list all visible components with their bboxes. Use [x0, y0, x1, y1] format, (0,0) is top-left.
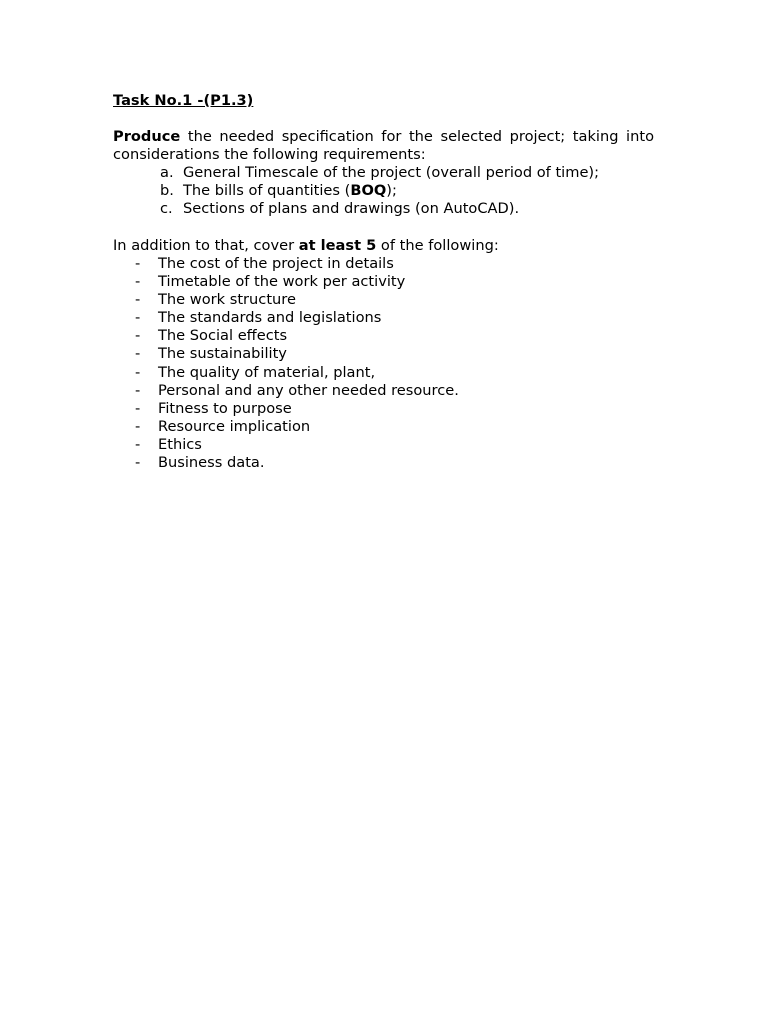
list-item-text: Resource implication — [158, 417, 311, 435]
requirement-text: Sections of plans and drawings (on AutoCAD). — [183, 200, 520, 217]
requirement-bold-term: BOQ — [350, 182, 387, 199]
list-item-text: The cost of the project in details — [158, 255, 394, 272]
intro-paragraph — [113, 128, 654, 164]
addition-text-after: of the following: — [376, 237, 499, 254]
dash-marker: - — [135, 399, 141, 417]
requirement-text-after: ); — [386, 182, 397, 199]
dash-marker: - — [135, 327, 141, 345]
requirement-marker: a. — [160, 164, 174, 181]
list-item-text: The work structure — [158, 291, 296, 309]
list-item-text: Business data. — [158, 454, 265, 472]
list-item-text: Fitness to purpose — [158, 399, 292, 417]
requirement-marker: b. — [160, 182, 174, 199]
addition-text-before: In addition to that, cover — [113, 237, 299, 254]
dash-marker: - — [135, 454, 141, 472]
intro-lead-bold: Produce — [113, 128, 181, 145]
dash-marker: - — [135, 381, 141, 399]
intro-line-1-text: the needed specification for the selected project; taking into — [180, 128, 654, 145]
requirement-text: General Timescale of the project (overall period of time); — [183, 164, 600, 181]
task-title: Task No.1 -(P1.3) — [113, 92, 254, 109]
intro-line-1 — [113, 128, 654, 146]
requirement-text — [183, 182, 397, 200]
dash-marker: - — [135, 255, 141, 272]
list-item-text: Ethics — [158, 435, 202, 453]
dash-marker: - — [135, 309, 141, 327]
addition-bold: at least 5 — [298, 237, 377, 254]
intro-line-2: considerations the following requirements: — [113, 146, 426, 163]
requirement-marker: c. — [160, 200, 173, 217]
list-item-text: Timetable of the work per activity — [158, 273, 406, 291]
list-item-text: The Social effects — [158, 327, 288, 345]
addition-paragraph — [113, 237, 499, 255]
list-item-text: The quality of material, plant, — [158, 363, 376, 381]
dash-marker: - — [135, 435, 141, 453]
dash-marker: - — [135, 273, 141, 291]
dash-marker: - — [135, 417, 141, 435]
dash-marker: - — [135, 345, 141, 363]
list-item-text: The standards and legislations — [158, 309, 382, 327]
list-item-text: The sustainability — [158, 345, 287, 363]
dash-marker: - — [135, 291, 141, 309]
list-item-text: Personal and any other needed resource. — [158, 381, 459, 399]
requirement-text-before: The bills of quantities ( — [183, 182, 351, 199]
dash-marker: - — [135, 363, 141, 381]
